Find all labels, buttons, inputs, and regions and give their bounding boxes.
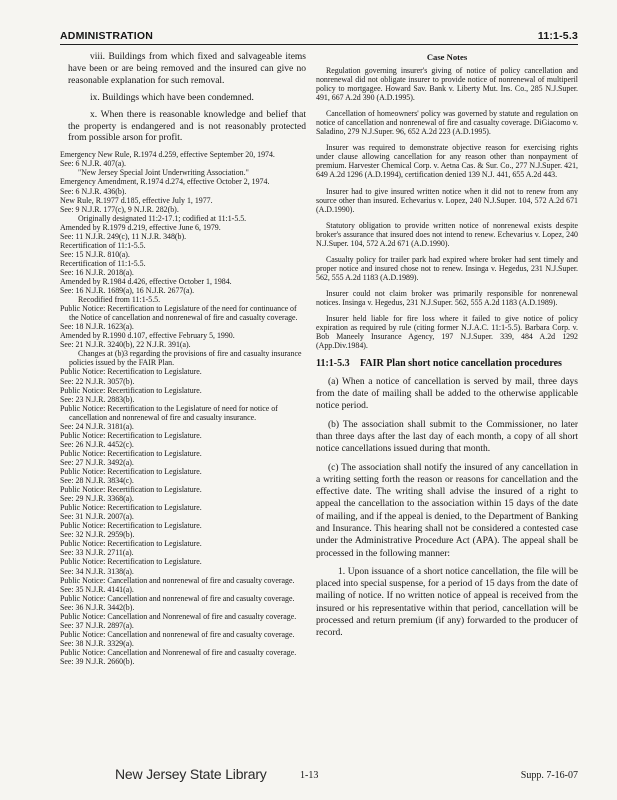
history-line: Originally designated 11:2-17.1; codified at 11:1-5.5. [78,213,247,223]
left-column [60,52,306,666]
history-line: Public Notice: Recertification to Legislature. [60,503,202,513]
history-line: See: 27 N.J.R. 3492(a). [60,457,134,467]
history-line: Public Notice: Recertification to Legislature. [60,367,202,377]
history-line: Public Notice: Cancellation and nonrenewal of fire and casualty coverage. [60,629,295,639]
history-line: See: 6 N.J.R. 436(b). [60,186,127,196]
supplement-date: Supp. 7-16-07 [520,770,578,781]
history-line: See: 23 N.J.R. 2883(b). [60,394,135,404]
history-line: Recertification of 11:1-5.5. [60,258,146,268]
history-line: See: 24 N.J.R. 3181(a). [60,421,134,431]
history-line: Public Notice: Recertification to Legislature of the need for continuance of the Notice of cancellation and nonrenewal of fire and casualty coverage. [60,304,298,323]
history-line: See: 15 N.J.R. 810(a). [60,249,130,259]
history-line: See: 21 N.J.R. 3240(b), 22 N.J.R. 391(a). [60,340,191,350]
left-items [60,52,306,145]
history-line: See: 28 N.J.R. 3834(c). [60,476,134,486]
history-line: Emergency New Rule, R.1974 d.259, effective September 20, 1974. [60,150,275,160]
history-line: See: 16 N.J.R. 2018(a). [60,267,134,277]
section-paragraph: (c) The association shall notify the insured of any cancellation in a writing setting forth the reason or reasons for cancellation and the effective date. The writing shall advise the insured of a right to appeal the cancellation to the association within 15 days of the date of mailing, and if the appeal is denied, to the Department of Banking and Insurance. This hearing shall not be considered a contested case under the Administrative Procedure Act (APA). The appeal shall be processed in the following manner: [316,462,578,559]
section-paragraph: (a) When a notice of cancellation is served by mail, three days from the date of mailing shall be added to the otherwise applicable notice period. [316,376,578,412]
header-section: 11:1-5.3 [537,30,578,42]
list-item: x. When there is reasonable knowledge and belief that the property is endangered and is not reasonably protected from possible arson for profit. [68,109,306,144]
history-line: Amended by R.1984 d.426, effective October 1, 1984. [60,277,232,286]
section-title: FAIR Plan short notice cancellation procedures [360,358,562,370]
history-line: Amended by R.1979 d.219, effective June 6, 1979. [60,222,221,232]
history-notes [60,150,306,666]
history-line: Public Notice: Recertification to Legislature. [60,521,202,531]
history-line: See: 16 N.J.R. 1689(a), 16 N.J.R. 2677(a). [60,286,195,296]
history-line: See: 11 N.J.R. 249(c), 11 N.J.R. 348(b). [60,231,187,241]
section-paragraph: (b) The association shall submit to the Commissioner, no later than three days after the last day of each month, a copy of all short notice cancellations issued during that month. [316,419,578,455]
history-line: See: 9 N.J.R. 177(c), 9 N.J.R. 282(b). [60,204,179,214]
case-notes [316,66,578,350]
list-item: viii. Buildings from which fixed and salvageable items have been or are being removed and the insured can give no reasonable explanation for such removal. [68,52,306,86]
history-line: Public Notice: Recertification to Legislature. [60,430,202,440]
history-line: "New Jersey Special Joint Underwriting Association." [78,168,249,178]
history-line: See: 6 N.J.R. 407(a). [60,159,126,169]
history-line: Public Notice: Recertification to the Legislature of need for notice of cancellation and nonrenewal of fire and casualty insurance. [60,403,278,422]
history-line: See: 38 N.J.R. 3329(a). [60,638,134,648]
history-line: Amended by R.1990 d.107, effective February 5, 1990. [60,331,235,341]
history-line: Public Notice: Cancellation and Nonrenewal of fire and casualty coverage. [60,647,297,657]
library-logo: New Jersey State Library [115,766,267,782]
history-line: Public Notice: Recertification to Legislature. [60,485,202,495]
history-line: Public Notice: Recertification to Legislature. [60,466,202,476]
page-number: 1-13 [300,770,319,781]
history-line: Public Notice: Recertification to Legislature. [60,557,202,567]
history-line: See: 37 N.J.R. 2897(a). [60,620,134,630]
header-chapter: ADMINISTRATION [60,30,154,42]
running-header [60,30,578,45]
history-line: Public Notice: Recertification to Legislature. [60,385,202,395]
history-line: See: 36 N.J.R. 3442(b). [60,602,135,612]
history-line: See: 29 N.J.R. 3368(a). [60,494,134,504]
history-line: Public Notice: Cancellation and nonrenewal of fire and casualty coverage. [60,593,295,603]
case-notes-title: Case Notes [426,52,468,62]
history-line: See: 18 N.J.R. 1623(a). [60,322,134,332]
history-line: See: 35 N.J.R. 4141(a). [60,584,134,594]
history-line: See: 31 N.J.R. 2007(a). [60,512,134,522]
history-line: Public Notice: Cancellation and Nonrenewal of fire and casualty coverage. [60,611,297,621]
history-line: New Rule, R.1977 d.185, effective July 1, 1977. [60,195,213,205]
history-line: Changes at (b)3 regarding the provisions of fire and casualty insurance policies issued by the FAIR Plan. [69,349,302,368]
case-note: Casualty policy for trailer park had expired where broker had sent timely and proper notice and insured chose not to renew. Insinga v. Hegedus, 231 N.J.Super. 562, 555 A.2d 1183 (A.D.1989). [316,254,578,282]
section-subparagraph: 1. Upon issuance of a short notice cancellation, the file will be placed into special suspense, for a period of 15 days from the date of mailing of notice. If no written notice of appeal is received from the insured or his representative within that period, cancellation will be processed and return premium (if any) forwarded to the producer of record. [316,566,578,639]
page-footer [60,766,578,790]
history-line: Public Notice: Recertification to Legislature. [60,448,202,458]
history-line: Recodified from 11:1-5.5. [78,295,161,305]
case-note: Insurer held liable for fire loss where it failed to give notice of policy expiration as required by rule (citing former N.J.A.C. 11:1-5.5). Barbara Corp. v. Bob Maneely Insurance Agency, 197 N.J.Super. 339, 484 A.2d 1292 (App.Div.1984). [316,314,578,351]
history-line: See: 33 N.J.R. 2711(a). [60,548,134,558]
history-line: Public Notice: Recertification to Legislature. [60,539,202,549]
case-note: Insurer could not claim broker was primarily responsible for nonrenewal notices. Insinga v. Hegedus, 231 N.J.Super. 562, 555 A.2d 1183 (A.D.1989). [316,288,578,307]
list-item: ix. Buildings which have been condemned. [90,92,254,103]
history-line: See: 26 N.J.R. 4452(c). [60,439,134,449]
history-line: Public Notice: Cancellation and nonrenewal of fire and casualty coverage. [60,575,295,585]
history-line: See: 22 N.J.R. 3057(b). [60,376,135,386]
history-line: See: 32 N.J.R. 2959(b). [60,530,135,540]
section-number: 11:1-5.3 [316,358,350,370]
case-note: Statutory obligation to provide written notice of nonrenewal exists despite broker's assurance that insured does not intend to renew. Echevarius v. Lopez, 240 N.J.Super. 104, 572 A.2d 671 (A.D.1990). [316,220,578,248]
section-heading [316,358,578,371]
case-note: Insurer had to give insured written notice when it did not to renew from any source other than insured. Echevarius v. Lopez, 240 N.J.Super. 104, 572 A.2d 671 (A.D.1990). [316,186,578,214]
case-note: Regulation governing insurer's giving of notice of policy cancellation and nonrenewal did not obligate insurer to provide notice of nonrenewal of multiperil policy to mortgagee. Howard Sav. Bank v. Liberty Mut. Ins. Co., 285 N.J.Super. 491, 667 A.2d 390 (A.D.1995). [316,66,578,103]
case-note: Insurer was required to demonstrate objective reason for exercising rights under clause allowing cancellation for any reason other than nonpayment of premium. Harvester Chemical Corp. v. Aetna Cas. & Sur. Co., 277 N.J.Super. 421, 649 A.2d 1296 (A.D.1994), certification denied 139 N.J. 441, 655 A.2d 443. [316,143,578,180]
right-column [316,52,578,646]
history-line: Emergency Amendment, R.1974 d.274, effective October 2, 1974. [60,177,270,187]
history-line: Recertification of 11:1-5.5. [60,240,146,250]
case-note: Cancellation of homeowners' policy was governed by statute and regulation on notice of cancellation and nonrenewal of fire and casualty coverage. DiGiacomo v. Saladino, 279 N.J.Super. 96, 652 A.2d 223 (A.D.1995). [316,109,578,137]
history-line: See: 39 N.J.R. 2660(b). [60,656,135,666]
history-line: See: 34 N.J.R. 3138(a). [60,566,134,576]
